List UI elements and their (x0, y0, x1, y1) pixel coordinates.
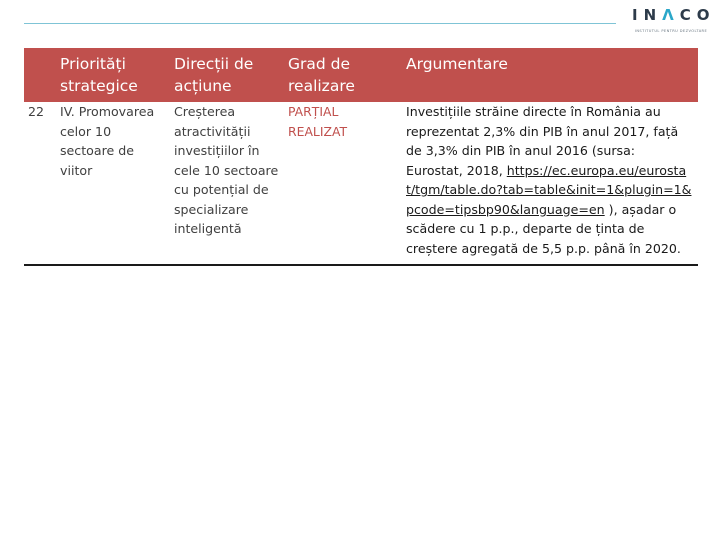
logo-wordmark: INΛCO (632, 6, 716, 24)
column-header-directions: Direcții de acțiune (170, 48, 284, 102)
column-header-argument: Argumentare (402, 48, 698, 102)
header-rule (24, 23, 616, 24)
argument-text-before: Investițiile străine directe în România au reprezentat 2,3% din PIB în anul 2017, față de 3,3% din PIB în anul 2016 (sursa: Eurostat, 2018, (406, 104, 679, 178)
eurostat-link[interactable]: https://ec.europa.eu/eurostat/tgm/table.do?tab=table&init=1&plugin=1&pcode=tipsbp90&language=en (406, 162, 692, 217)
row-number: 22 (24, 102, 56, 265)
strategy-table (24, 48, 698, 266)
inaco-logo (632, 6, 716, 40)
status-cell: PARȚIAL REALIZAT (284, 102, 402, 265)
direction-cell: Creșterea atractivității investițiilor în cele 10 sectoare cu potențial de specializare inteligentă (170, 102, 284, 265)
table-row (24, 102, 698, 265)
argument-cell (402, 102, 698, 265)
column-header-priorities: Priorități strategice (56, 48, 170, 102)
column-header-number (24, 48, 56, 102)
column-header-status: Grad de realizare (284, 48, 402, 102)
logo-tagline: INSTITUTUL PENTRU DEZVOLTARE (634, 29, 708, 33)
table-header-row (24, 48, 698, 102)
argument-text-after: ), așadar o scădere cu 1 p.p., departe de ținta de creștere agregată de 5,5 p.p. până în 2020. (406, 201, 681, 256)
priority-cell: IV. Promovarea celor 10 sectoare de viitor (56, 102, 170, 265)
